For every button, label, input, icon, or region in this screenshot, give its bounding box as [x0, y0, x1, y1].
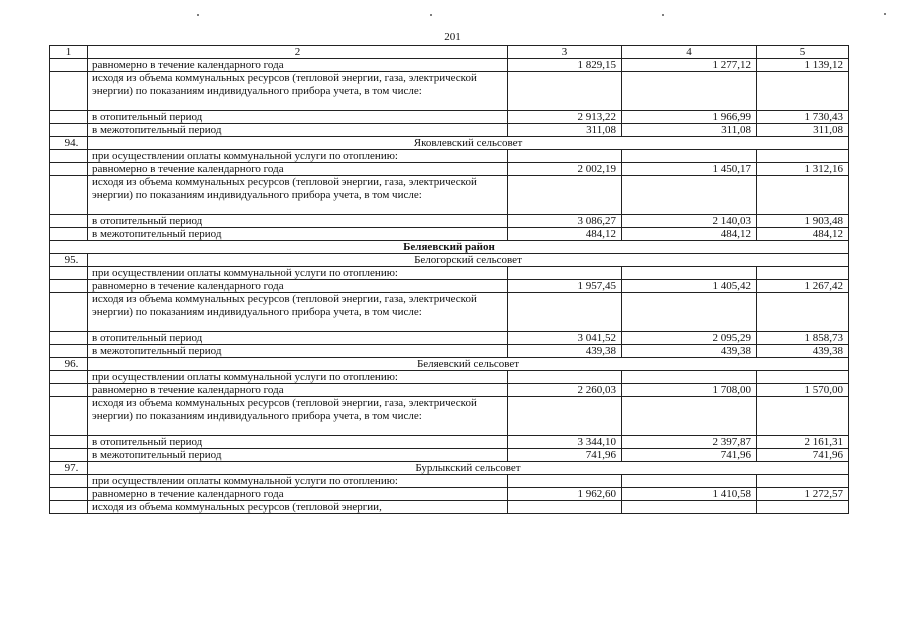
tariff-row	[50, 501, 849, 514]
tariff-value: 1 312,16	[757, 163, 849, 176]
row-number-empty	[50, 267, 88, 280]
tariff-value	[757, 72, 849, 111]
settlement-row	[50, 137, 849, 150]
column-number-row	[50, 46, 849, 59]
row-number-empty	[50, 59, 88, 72]
tariff-value: 311,08	[508, 124, 622, 137]
tariff-value	[622, 150, 757, 163]
tariff-value	[508, 501, 622, 514]
tariff-row	[50, 436, 849, 449]
row-label: исходя из объема коммунальных ресурсов (тепловой энергии, газа, электрической энергии) по показаниям индивидуального прибора учета, в том числе:	[88, 176, 508, 215]
tariff-value	[622, 267, 757, 280]
tariff-value: 1 570,00	[757, 384, 849, 397]
row-label: в межотопительный период	[88, 124, 508, 137]
row-number-empty	[50, 280, 88, 293]
tariff-value: 2 913,22	[508, 111, 622, 124]
row-label: исходя из объема коммунальных ресурсов (тепловой энергии, газа, электрической энергии) по показаниям индивидуального прибора учета, в том числе:	[88, 72, 508, 111]
tariff-value: 1 272,57	[757, 488, 849, 501]
row-number-empty	[50, 345, 88, 358]
tariff-value: 1 277,12	[622, 59, 757, 72]
row-label: при осуществлении оплаты коммунальной услуги по отоплению:	[88, 371, 508, 384]
row-number-empty	[50, 176, 88, 215]
row-number-empty	[50, 488, 88, 501]
tariff-value: 1 450,17	[622, 163, 757, 176]
row-label: при осуществлении оплаты коммунальной услуги по отоплению:	[88, 267, 508, 280]
tariff-value: 2 002,19	[508, 163, 622, 176]
tariff-row	[50, 332, 849, 345]
row-label: равномерно в течение календарного года	[88, 384, 508, 397]
tariff-value: 3 344,10	[508, 436, 622, 449]
tariff-value: 3 086,27	[508, 215, 622, 228]
row-label: в межотопительный период	[88, 449, 508, 462]
tariff-value	[508, 267, 622, 280]
scan-speck	[884, 13, 886, 15]
tariff-row	[50, 293, 849, 332]
settlement-title: Яковлевский сельсовет	[88, 137, 849, 150]
row-number-empty	[50, 436, 88, 449]
tariff-value: 1 858,73	[757, 332, 849, 345]
tariff-value: 741,96	[508, 449, 622, 462]
tariff-row	[50, 384, 849, 397]
tariff-row	[50, 475, 849, 488]
row-number: 96.	[50, 358, 88, 371]
tariff-value	[757, 501, 849, 514]
tariff-value: 1 962,60	[508, 488, 622, 501]
settlement-title: Беляевский сельсовет	[88, 358, 849, 371]
tariff-value: 2 260,03	[508, 384, 622, 397]
tariff-value: 2 161,31	[757, 436, 849, 449]
district-row	[50, 241, 849, 254]
row-number-empty	[50, 475, 88, 488]
scan-speck	[197, 14, 199, 16]
row-number-empty	[50, 449, 88, 462]
row-number-empty	[50, 397, 88, 436]
scan-speck	[662, 14, 664, 16]
column-number: 3	[508, 46, 622, 59]
scan-speck	[430, 14, 432, 16]
tariff-row	[50, 228, 849, 241]
row-number-empty	[50, 228, 88, 241]
tariff-value: 484,12	[622, 228, 757, 241]
row-label: равномерно в течение календарного года	[88, 163, 508, 176]
tariff-value	[508, 176, 622, 215]
tariff-row	[50, 488, 849, 501]
tariff-value: 1 410,58	[622, 488, 757, 501]
tariff-value	[622, 397, 757, 436]
row-number-empty	[50, 124, 88, 137]
row-label: исходя из объема коммунальных ресурсов (тепловой энергии,	[88, 501, 508, 514]
tariff-value	[622, 371, 757, 384]
tariff-value	[508, 150, 622, 163]
tariff-value: 484,12	[757, 228, 849, 241]
tariff-value	[622, 72, 757, 111]
tariff-value: 741,96	[757, 449, 849, 462]
row-label: в межотопительный период	[88, 228, 508, 241]
row-label: в отопительный период	[88, 332, 508, 345]
column-number: 2	[88, 46, 508, 59]
row-label: исходя из объема коммунальных ресурсов (тепловой энергии, газа, электрической энергии) по показаниям индивидуального прибора учета, в том числе:	[88, 397, 508, 436]
settlement-row	[50, 358, 849, 371]
tariff-value: 1 829,15	[508, 59, 622, 72]
row-label: равномерно в течение календарного года	[88, 488, 508, 501]
tariff-value: 1 267,42	[757, 280, 849, 293]
tariff-value	[622, 293, 757, 332]
tariff-value	[757, 150, 849, 163]
row-number-empty	[50, 215, 88, 228]
tariff-row	[50, 449, 849, 462]
tariff-value: 2 397,87	[622, 436, 757, 449]
tariff-row	[50, 59, 849, 72]
column-number: 5	[757, 46, 849, 59]
tariff-value	[508, 397, 622, 436]
tariff-value: 2 140,03	[622, 215, 757, 228]
column-number: 1	[50, 46, 88, 59]
row-label: равномерно в течение календарного года	[88, 280, 508, 293]
row-number-empty	[50, 371, 88, 384]
row-label: в отопительный период	[88, 215, 508, 228]
tariff-row	[50, 280, 849, 293]
row-number-empty	[50, 72, 88, 111]
tariff-value: 311,08	[757, 124, 849, 137]
tariff-row	[50, 215, 849, 228]
tariff-row	[50, 267, 849, 280]
row-number-empty	[50, 384, 88, 397]
settlement-title: Бурлыкский сельсовет	[88, 462, 849, 475]
tariff-value: 1 957,45	[508, 280, 622, 293]
row-label: при осуществлении оплаты коммунальной услуги по отоплению:	[88, 475, 508, 488]
settlement-row	[50, 254, 849, 267]
tariff-row	[50, 72, 849, 111]
tariff-value	[757, 475, 849, 488]
page-number: 201	[444, 31, 461, 43]
tariff-row	[50, 345, 849, 358]
tariff-value	[622, 475, 757, 488]
settlement-title: Белогорский сельсовет	[88, 254, 849, 267]
row-number: 97.	[50, 462, 88, 475]
tariff-value	[622, 501, 757, 514]
tariff-value	[508, 293, 622, 332]
tariff-table	[49, 45, 849, 514]
tariff-value	[508, 475, 622, 488]
row-label: при осуществлении оплаты коммунальной услуги по отоплению:	[88, 150, 508, 163]
tariff-row	[50, 150, 849, 163]
tariff-value	[508, 72, 622, 111]
tariff-value: 1 730,43	[757, 111, 849, 124]
row-number-empty	[50, 293, 88, 332]
tariff-value: 1 708,00	[622, 384, 757, 397]
row-label: в отопительный период	[88, 111, 508, 124]
tariff-value	[757, 371, 849, 384]
tariff-value: 3 041,52	[508, 332, 622, 345]
settlement-row	[50, 462, 849, 475]
tariff-value: 741,96	[622, 449, 757, 462]
row-number-empty	[50, 163, 88, 176]
tariff-value	[622, 176, 757, 215]
tariff-value: 439,38	[757, 345, 849, 358]
row-number-empty	[50, 332, 88, 345]
column-number: 4	[622, 46, 757, 59]
tariff-value: 439,38	[508, 345, 622, 358]
tariff-value	[757, 397, 849, 436]
tariff-row	[50, 176, 849, 215]
tariff-value: 311,08	[622, 124, 757, 137]
tariff-value	[757, 293, 849, 332]
tariff-row	[50, 397, 849, 436]
row-label: в межотопительный период	[88, 345, 508, 358]
tariff-row	[50, 371, 849, 384]
tariff-value: 1 903,48	[757, 215, 849, 228]
tariff-value: 439,38	[622, 345, 757, 358]
tariff-row	[50, 124, 849, 137]
row-number: 94.	[50, 137, 88, 150]
row-label: равномерно в течение календарного года	[88, 59, 508, 72]
district-title: Беляевский район	[50, 241, 849, 254]
row-label: в отопительный период	[88, 436, 508, 449]
tariff-value: 1 966,99	[622, 111, 757, 124]
tariff-value: 1 139,12	[757, 59, 849, 72]
tariff-value	[757, 176, 849, 215]
row-label: исходя из объема коммунальных ресурсов (тепловой энергии, газа, электрической энергии) по показаниям индивидуального прибора учета, в том числе:	[88, 293, 508, 332]
tariff-row	[50, 111, 849, 124]
tariff-value: 484,12	[508, 228, 622, 241]
tariff-value: 1 405,42	[622, 280, 757, 293]
tariff-value	[757, 267, 849, 280]
row-number-empty	[50, 150, 88, 163]
tariff-row	[50, 163, 849, 176]
tariff-value	[508, 371, 622, 384]
row-number: 95.	[50, 254, 88, 267]
tariff-value: 2 095,29	[622, 332, 757, 345]
row-number-empty	[50, 111, 88, 124]
row-number-empty	[50, 501, 88, 514]
